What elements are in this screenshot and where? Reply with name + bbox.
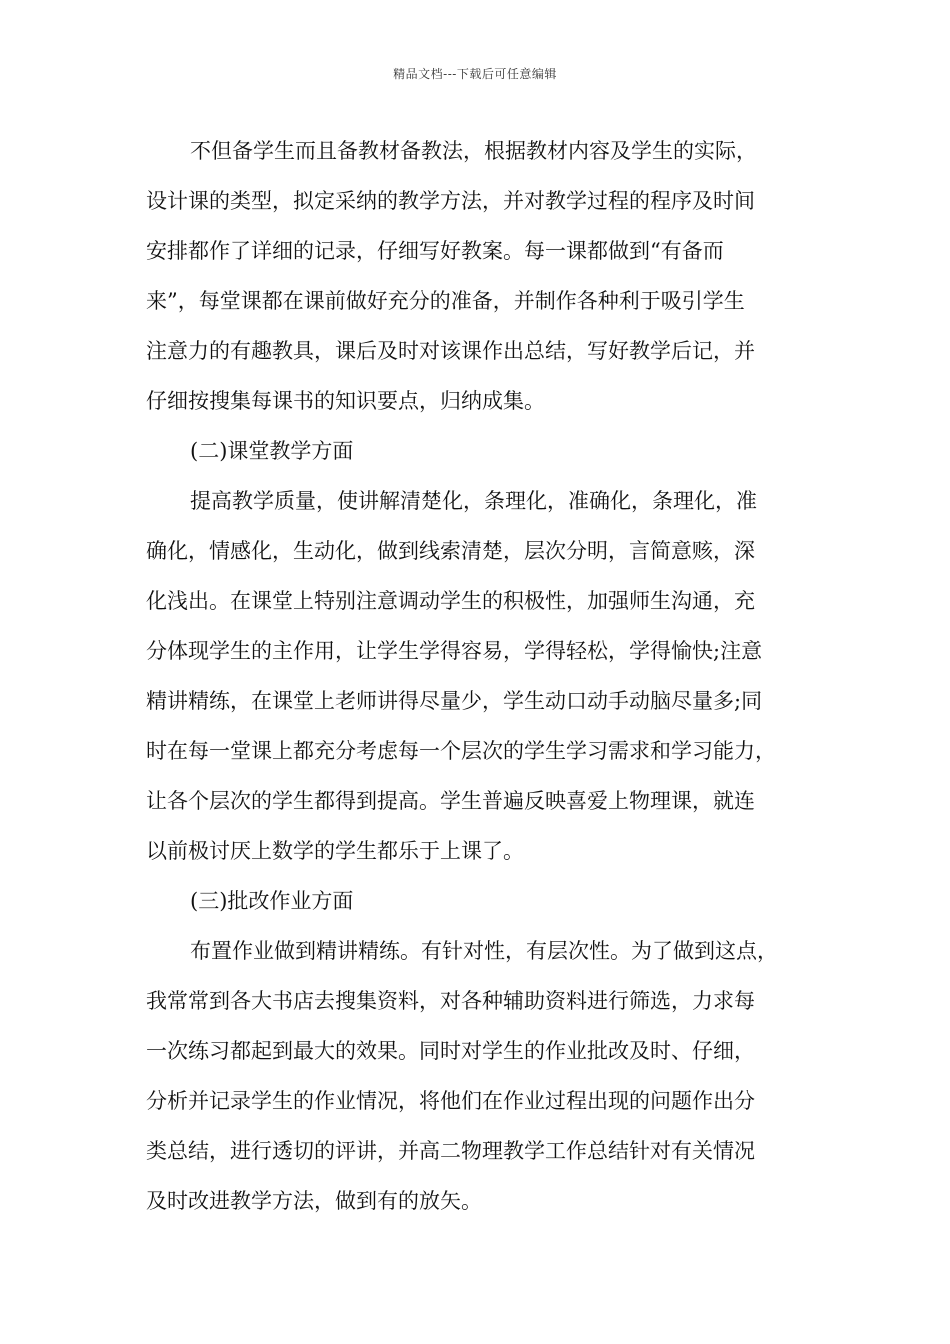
page-header: 精品文档---下载后可任意编辑 [393,67,557,81]
text-line: 分析并记录学生的作业情况，将他们在作业过程出现的问题作出分 [146,1089,755,1113]
text-line: 注意力的有趣教具，课后及时对该课作出总结，写好教学后记，并 [146,339,755,363]
text-line: 分体现学生的主作用，让学生学得容易，学得轻松，学得愉快;注意 [146,639,763,663]
text-line: 让各个层次的学生都得到提高。学生普遍反映喜爱上物理课，就连 [146,789,755,813]
text-line: 提高教学质量，使讲解清楚化，条理化，准确化，条理化，准 [190,489,757,513]
text-line: 来”，每堂课都在课前做好充分的准备，并制作各种利于吸引学生 [146,289,745,313]
text-line: 精讲精练，在课堂上老师讲得尽量少，学生动口动手动脑尽量多;同 [146,689,763,713]
text-line: 一次练习都起到最大的效果。同时对学生的作业批改及时、仔细， [146,1039,755,1063]
text-line: 设计课的类型，拟定采纳的教学方法，并对教学过程的程序及时间 [146,189,755,213]
text-line: 布置作业做到精讲精练。有针对性，有层次性。为了做到这点， [190,939,778,963]
text-line: 我常常到各大书店去搜集资料，对各种辅助资料进行筛选，力求每 [146,989,755,1013]
text-line: 化浅出。在课堂上特别注意调动学生的积极性，加强师生沟通，充 [146,589,755,613]
section-heading: (三)批改作业方面 [190,889,354,913]
text-line: 类总结，进行透切的评讲，并高二物理教学工作总结针对有关情况 [146,1139,755,1163]
text-line: 及时改进教学方法，做到有的放矢。 [146,1189,482,1213]
text-line: 仔细按搜集每课书的知识要点，归纳成集。 [146,389,545,413]
text-line: 确化，情感化，生动化，做到线索清楚，层次分明，言简意赅，深 [146,539,755,563]
text-line: 安排都作了详细的记录，仔细写好教案。每一课都做到“有备而 [146,239,724,263]
section-heading: (二)课堂教学方面 [190,439,354,463]
text-line: 以前极讨厌上数学的学生都乐于上课了。 [146,839,524,863]
text-line: 不但备学生而且备教材备教法，根据教材内容及学生的实际， [190,139,757,163]
text-line: 时在每一堂课上都充分考虑每一个层次的学生学习需求和学习能力， [146,739,776,763]
document-body [146,126,806,1226]
